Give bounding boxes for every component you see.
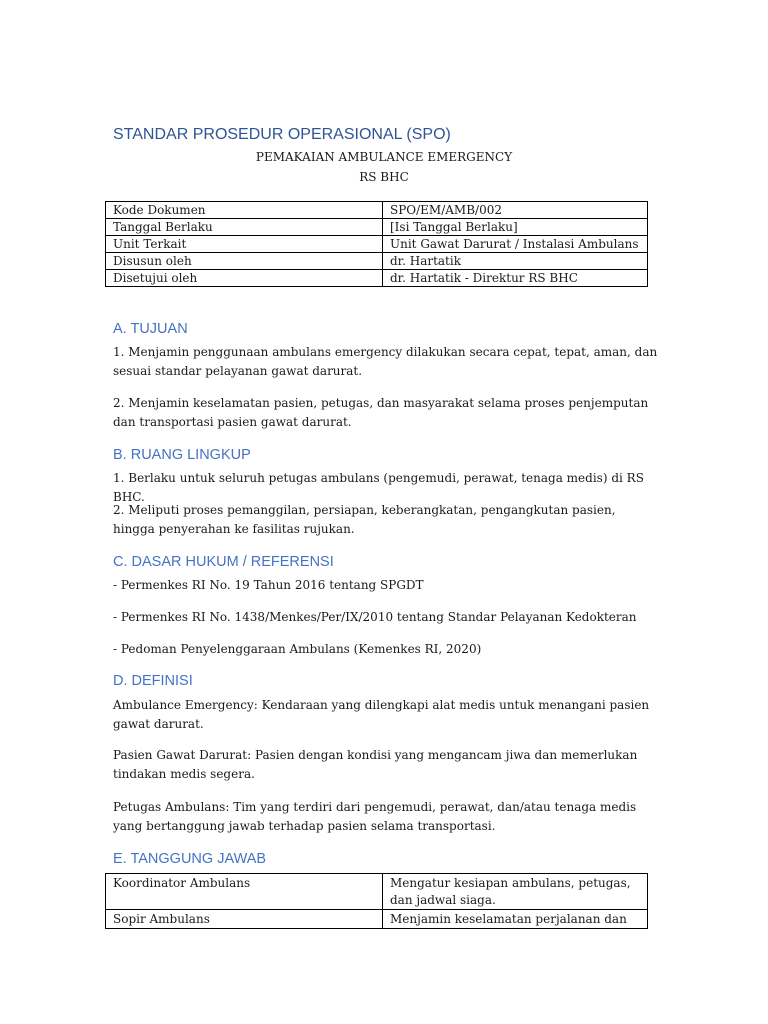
table-cell: Tanggal Berlaku [106, 219, 383, 236]
table-cell: SPO/EM/AMB/002 [383, 202, 648, 219]
paragraph: Ambulance Emergency: Kendaraan yang dilengkapi alat medis untuk menangani pasien gawat darurat. [113, 698, 650, 731]
paragraph: - Pedoman Penyelenggaraan Ambulans (Kemenkes RI, 2020) [113, 642, 482, 656]
table-row [106, 874, 648, 910]
paragraph: Petugas Ambulans: Tim yang terdiri dari pengemudi, perawat, dan/atau tenaga medis yang bertanggung jawab terhadap pasien selama transportasi. [113, 800, 637, 833]
table-cell: Kode Dokumen [106, 202, 383, 219]
table-row [106, 270, 648, 287]
table-row [106, 236, 648, 253]
table-cell: [Isi Tanggal Berlaku] [383, 219, 648, 236]
document-info-table [105, 201, 648, 287]
table-cell: Koordinator Ambulans [106, 874, 383, 910]
section-heading-ruang-lingkup: B. RUANG LINGKUP [113, 447, 251, 463]
table-row [106, 910, 648, 929]
document-subtitle: PEMAKAIAN AMBULANCE EMERGENCY [255, 150, 513, 164]
table-cell: Sopir Ambulans [106, 910, 383, 929]
section-heading-tanggung-jawab: E. TANGGUNG JAWAB [113, 851, 267, 867]
paragraph: - Permenkes RI No. 1438/Menkes/Per/IX/2010 tentang Standar Pelayanan Kedokteran [113, 610, 637, 624]
table-cell: Disetujui oleh [106, 270, 383, 287]
section-heading-tujuan: A. TUJUAN [113, 321, 188, 337]
section-heading-definisi: D. DEFINISI [113, 673, 193, 689]
table-cell: Mengatur kesiapan ambulans, petugas, dan jadwal siaga. [383, 874, 648, 910]
section-heading-dasar-hukum: C. DASAR HUKUM / REFERENSI [113, 554, 334, 570]
table-cell: Menjamin keselamatan perjalanan dan [383, 910, 648, 929]
table-cell: Disusun oleh [106, 253, 383, 270]
document-title: STANDAR PROSEDUR OPERASIONAL (SPO) [113, 126, 451, 143]
paragraph: 1. Berlaku untuk seluruh petugas ambulans (pengemudi, perawat, tenaga medis) di RS BHC. [113, 471, 644, 504]
hospital-name: RS BHC [359, 170, 409, 184]
table-cell: dr. Hartatik [383, 253, 648, 270]
paragraph: 2. Menjamin keselamatan pasien, petugas, dan masyarakat selama proses penjemputan dan transportasi pasien gawat darurat. [113, 396, 649, 429]
responsibility-table [105, 873, 648, 929]
paragraph: - Permenkes RI No. 19 Tahun 2016 tentang SPGDT [113, 578, 424, 592]
table-cell: dr. Hartatik - Direktur RS BHC [383, 270, 648, 287]
table-cell: Unit Gawat Darurat / Instalasi Ambulans [383, 236, 648, 253]
paragraph: Pasien Gawat Darurat: Pasien dengan kondisi yang mengancam jiwa dan memerlukan tindakan medis segera. [113, 748, 638, 781]
table-row [106, 219, 648, 236]
table-row [106, 202, 648, 219]
table-row [106, 253, 648, 270]
table-cell: Unit Terkait [106, 236, 383, 253]
paragraph: 2. Meliputi proses pemanggilan, persiapan, keberangkatan, pengangkutan pasien, hingga penyerahan ke fasilitas rujukan. [113, 503, 616, 536]
paragraph: 1. Menjamin penggunaan ambulans emergency dilakukan secara cepat, tepat, aman, dan sesuai standar pelayanan gawat darurat. [113, 345, 658, 378]
